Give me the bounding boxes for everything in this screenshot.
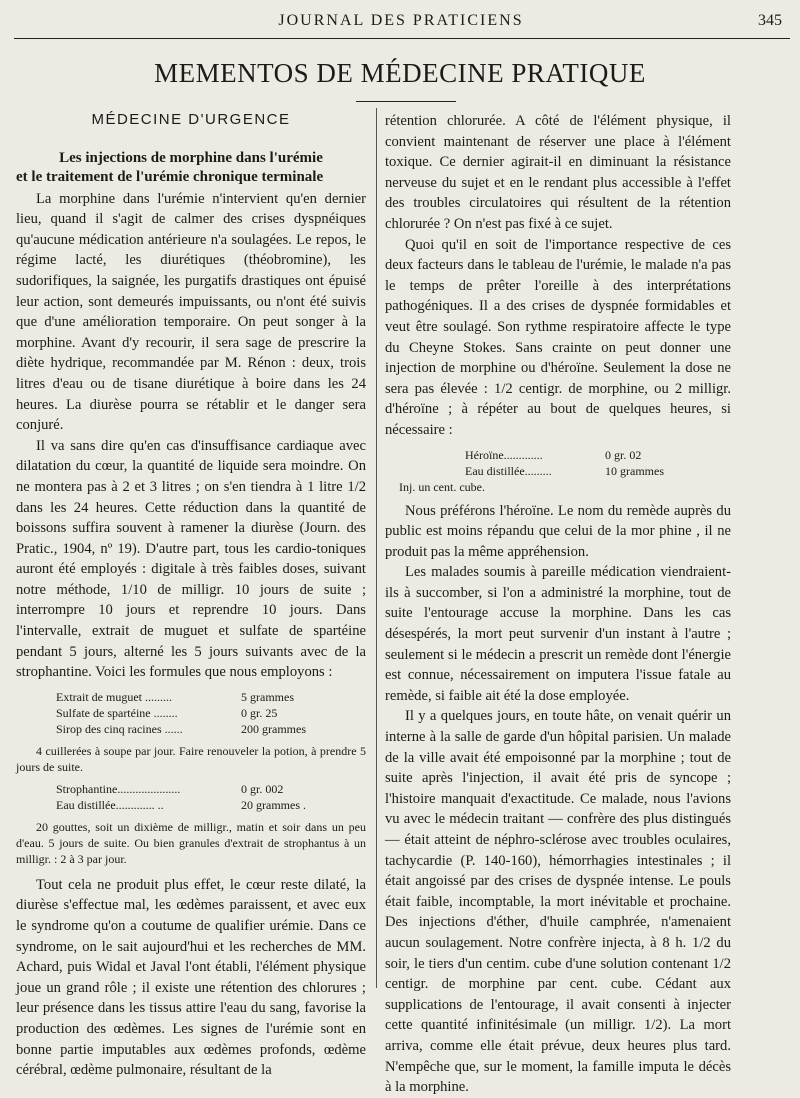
ingredient-name: Extrait de muguet ......... xyxy=(56,689,172,704)
section-title: MEMENTOS DE MÉDECINE PRATIQUE xyxy=(154,58,646,88)
ingredient-name: Héroïne............. xyxy=(465,447,543,462)
running-title: JOURNAL DES PRATICIENS xyxy=(278,12,524,29)
right-column xyxy=(385,111,731,1098)
formula-row xyxy=(16,721,366,737)
paragraph: Nous préférons l'héroïne. Le nom du remède auprès du public est moins répandu que celui de la mor phine , il ne produit pas la même appréhension. xyxy=(385,502,731,560)
rubric-heading: MÉDECINE D'URGENCE xyxy=(91,111,291,128)
column-divider xyxy=(376,108,377,988)
formula-muguet xyxy=(16,689,366,737)
ingredient-qty: 0 gr. 25 xyxy=(241,705,278,720)
injection-note: Inj. un cent. cube. xyxy=(399,479,485,494)
paragraph: Il va sans dire qu'en cas d'insuffisance cardiaque avec dilatation du cœur, la quantité de liquide sera moindre. On ne montera pas à 2 et 3 litres ; on s'en tiendra à 1 litre 1/2 dans les 24 heures. Cette réduction dans la quantité de boissons suffira souvent à ramener la diurèse (Journ. des Pratic., 1904, nº 19). D'autre part, tous les cardio-toniques auront été employés : digitale à très faibles doses, suivant notre méthode, 1/10 de milligr. 10 jours de suite ; interrompre 10 jours et reprendre 10 jours. Dans l'intervalle, extrait de muguet et sulfate de spartéine pendant 5 jours, alterné les 5 jours suivants avec de la strophantine. Voici les formules que nous employons : xyxy=(16,437,366,681)
ingredient-qty: 5 grammes xyxy=(241,689,294,704)
article-title-line1: Les injections de morphine dans l'urémie xyxy=(59,149,323,166)
ingredient-qty: 20 grammes . xyxy=(241,797,306,812)
paragraph: Tout cela ne produit plus effet, le cœur reste dilaté, la diurèse s'effectue mal, les œdèmes paraissent, et avec eux le syndrome qu'on a coutume de qualifier urémie. Dans ce syndrome, on le sait aujourd'hui et les recherches de MM. Achard, puis Widal et Javal l'ont établi, l'élément physique joue un grand rôle ; il existe une rétention des chlorures ; leur présence dans les tissus attire l'eau du sang, favorise la production des œdèmes. Les signes de l'urémie sont en bonne partie imputables aux œdèmes profonds, œdème cérébral, œdème pulmonaire, résultant de la xyxy=(16,876,366,1079)
formula-note: 20 gouttes, soit un dixième de milligr., matin et soir dans un peu d'eau. 5 jours de suite. Ou bien granules d'extrait de strophantus à un milligr. : 2 à 3 par jour. xyxy=(16,819,366,866)
ingredient-name: Eau distillée......... xyxy=(465,463,552,478)
article-title-line2: et le traitement de l'urémie chronique terminale xyxy=(16,168,324,185)
ingredient-name: Sirop des cinq racines ...... xyxy=(56,721,183,736)
formula-row xyxy=(16,689,366,705)
paragraph: Quoi qu'il en soit de l'importance respective de ces deux facteurs dans le tableau de l'urémie, le malade n'a pas le temps de prêter l'oreille à des interprétations pathogéniques. Il a des crises de dyspnée formidables et veut être soulagé. Son rythme respiratoire affecte le type du Cheyne Stokes. Sans crainte on peut donner une injection de morphine ou d'héroïne. Seulement la dose ne sera pas élevée : 1/2 centigr. de morphine, ou 2 milligr. d'héroïne ; à répéter au bout de quelques heures, si nécessaire : xyxy=(385,236,731,438)
ingredient-qty: 10 grammes xyxy=(605,463,664,478)
formula-strophantine xyxy=(16,781,366,813)
ingredient-name: Eau distillée............. .. xyxy=(56,797,164,812)
ingredient-qty: 0 gr. 002 xyxy=(241,781,284,796)
page-number: 345 xyxy=(758,12,782,29)
ingredient-name: Sulfate de spartéine ........ xyxy=(56,705,178,720)
title-rule xyxy=(356,101,456,102)
article-title xyxy=(16,149,366,187)
formula-row xyxy=(16,705,366,721)
ingredient-qty: 200 grammes xyxy=(241,721,306,736)
ingredient-qty: 0 gr. 02 xyxy=(605,447,642,462)
left-column xyxy=(16,110,366,1081)
paragraph: rétention chlorurée. A côté de l'élément physique, il convient maintenant de réserver une place à l'élément toxique. Ce dernier agirait-il en diminuant la résistance nerveuse du sujet et en le rendant plus accessible à l'effet des troubles circulatoires qui résultent de la rétention chlorurée ? On n'est pas fixé à ce sujet. xyxy=(385,113,731,232)
paragraph: La morphine dans l'urémie n'intervient qu'en dernier lieu, quand il s'agit de calmer des crises dyspnéiques qu'aucune médication antérieure n'a soulagées. Le repos, le régime lacté, les diurétiques (théobromine), les sudorifiques, la saignée, les purgatifs drastiques ont épuisé leur action, sont demeurés impuissants, ou n'ont été suivis que d'une amélioration temporaire. On peut songer à la morphine. Avant d'y recourir, il sera sage de prescrire la diète hydrique, recommandée par M. Rénon : deux, trois litres d'eau ou de tisane diurétique à boire dans les 24 heures. La diurèse pourra se rétablir et le danger sera conjuré. xyxy=(16,190,366,434)
paragraph: Il y a quelques jours, en toute hâte, on venait quérir un interne à la salle de garde d'un hôpital parisien. Un malade de la ville avait été empoisonné par la morphine ; tout de suite après l'injection, il avait été pris de syncope ; l'histoire manquait d'exactitude. Ce malade, nous l'avions vu avec le médecin traitant — confrère des plus distingués — était atteint de néphro-sclérose avec troubles oculaires, tachycardie (P. 140-160), hémorrhagies intestinales ; il était angoissé par des crises de dyspnée intense. Le pouls était faible, incomptable, la mort inévitable et prochaine. Des injections d'éther, d'huile camphrée, n'amenaient aucun soulagement. Notre confrère injecta, à 8 h. 1/2 du soir, le tiers d'un centim. cube d'une solution contenant 1/2 centigr. de morphine par cent. cube. Cédant aux supplications de l'entourage, il avait consenti à injecter cette quantité infinitésimale (un milligr. 1/2). La mort arriva, comme elle était prévue, deux heures plus tard. N'empêche que, sur le moment, la famille imputa le décès à la morphine. xyxy=(385,708,731,1096)
ingredient-name: Strophantine..................... xyxy=(56,781,181,796)
page-header xyxy=(14,8,788,36)
formula-note: 4 cuillerées à soupe par jour. Faire renouveler la potion, à prendre 5 jours de suite. xyxy=(16,743,366,774)
formula-row xyxy=(16,797,366,813)
formula-row xyxy=(385,447,731,463)
formula-row xyxy=(385,463,731,479)
formula-row xyxy=(16,781,366,797)
formula-heroine xyxy=(385,447,731,495)
paragraph: Les malades soumis à pareille médication viendraient-ils à succomber, si l'on a administré la morphine, tout de suite l'entourage accuse la morphine. Dans les cas désespérés, la mort peut survenir d'un instant à l'autre ; seulement si le médecin a prescrit un remède dont l'énergie est connue, nécessairement on imputera l'issue fatale au remède, si faible ait été la dose employée. xyxy=(385,564,731,704)
header-rule xyxy=(14,38,790,39)
